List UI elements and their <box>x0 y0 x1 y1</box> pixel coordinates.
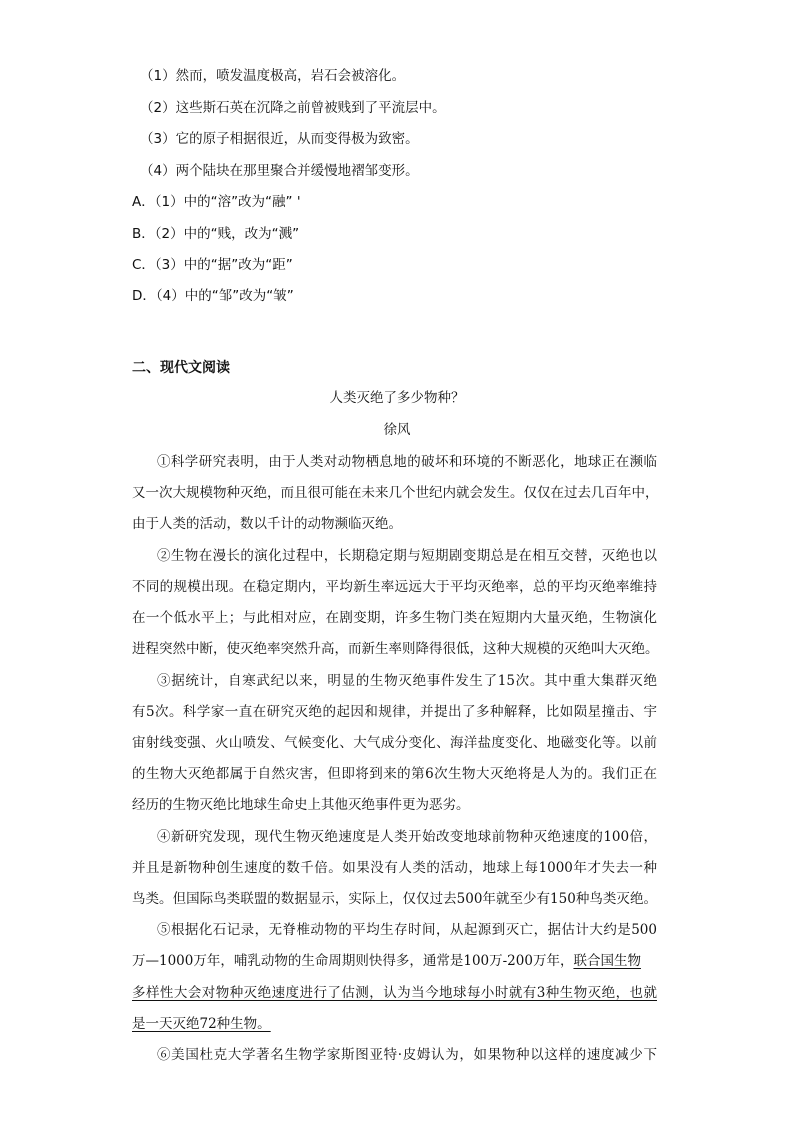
underlined-sentence-line-3: 是一天灭绝72种生物。 <box>132 1016 271 1032</box>
paragraph-1-line-2: 又一次大规模物种灭绝，而且很可能在未来几个世纪内就会发生。仅仅在过去几百年中， <box>132 485 659 501</box>
paragraph-2-line-2: 不同的规模出现。在稳定期内，平均新生率远远大于平均灭绝率，总的平均灭绝率维持 <box>132 579 657 595</box>
paragraph-1-line-1: ①科学研究表明，由于人类对动物栖息地的破坏和环境的不断恶化，地球正在濒临 <box>157 454 657 470</box>
section-title: 二、现代文阅读 <box>132 360 230 376</box>
paragraph-3-line-4: 的生物大灭绝都属于自然灾害，但即将到来的第6次生物大灭绝将是人为的。我们正在 <box>132 766 657 782</box>
paragraph-4-line-1: ④新研究发现，现代生物灭绝速度是人类开始改变地球前物种灭绝速度的100倍， <box>157 829 657 845</box>
paragraph-2-line-1: ②生物在漫长的演化过程中，长期稳定期与短期剧变期总是在相互交替，灭绝也以 <box>157 548 657 564</box>
paragraph-3-line-3: 宙射线变强、火山喷发、气候变化、大气成分变化、海洋盐度变化、地磁变化等。以前 <box>132 735 657 751</box>
paragraph-2-line-3: 在一个低水平上；与此相对应，在剧变期，许多生物门类在短期内大量灭绝，生物演化 <box>132 610 657 626</box>
question-item-2: （2）这些斯石英在沉降之前曾被贱到了平流层中。 <box>140 100 446 116</box>
paragraph-5-line-2 <box>132 951 657 971</box>
paragraph-4-line-2: 并且是新物种创生速度的数千倍。如果没有人类的活动，地球上每1000年才失去一种 <box>132 860 657 876</box>
paragraph-5-line-2-text: 万—1000万年，哺乳动物的生命周期则快得多，通常是100万-200万年， <box>132 953 574 969</box>
paragraph-1-line-3: 由于人类的活动，数以千计的动物濒临灭绝。 <box>132 516 402 532</box>
question-item-3: （3）它的原子相据很近，从而变得极为致密。 <box>140 131 419 147</box>
question-item-4: （4）两个陆块在那里聚合并缓慢地褶邹变形。 <box>140 163 419 179</box>
underlined-sentence-line-2: 多样性大会对物种灭绝速度进行了估测，认为当今地球每小时就有3种生物灭绝，也就 <box>132 985 657 1001</box>
paragraph-6-line-1: ⑥美国杜克大学著名生物学家斯图亚特·皮姆认为，如果物种以这样的速度减少下 <box>157 1047 657 1063</box>
paragraph-4-line-3: 鸟类。但国际鸟类联盟的数据显示，实际上，仅仅过去500年就至少有150种鸟类灭绝。 <box>132 891 657 907</box>
article-author: 徐风 <box>383 422 411 438</box>
option-b[interactable]: B．（2）中的“贱，改为“溅” <box>132 226 300 242</box>
article-title: 人类灭绝了多少物种？ <box>329 390 465 406</box>
paragraph-3-line-5: 经历的生物灭绝比地球生命史上其他灭绝事件更为恶劣。 <box>132 797 470 813</box>
option-c[interactable]: C．（3）中的“据”改为“距” <box>132 257 293 273</box>
option-a[interactable]: A．（1）中的“溶”改为“融” ' <box>132 194 301 210</box>
paragraph-3-line-1: ③据统计，自寒武纪以来，明显的生物灭绝事件发生了15次。其中重大集群灭绝 <box>157 673 657 689</box>
underlined-sentence-start: 联合国生物 <box>573 953 641 969</box>
option-d[interactable]: D．（4）中的“邹”改为“皱” <box>132 288 294 304</box>
paragraph-2-line-4: 进程突然中断，使灭绝率突然升高，而新生率则降得很低，这种大规模的灭绝叫大灭绝。 <box>132 641 659 657</box>
question-item-1: （1）然而，喷发温度极高，岩石会被溶化。 <box>140 68 406 84</box>
paragraph-5-line-1: ⑤根据化石记录，无脊椎动物的平均生存时间，从起源到灭亡，据估计大约是500 <box>157 922 657 938</box>
paragraph-3-line-2: 有5次。科学家一直在研究灭绝的起因和规律，并提出了多种解释，比如陨星撞击、宇 <box>132 704 657 720</box>
